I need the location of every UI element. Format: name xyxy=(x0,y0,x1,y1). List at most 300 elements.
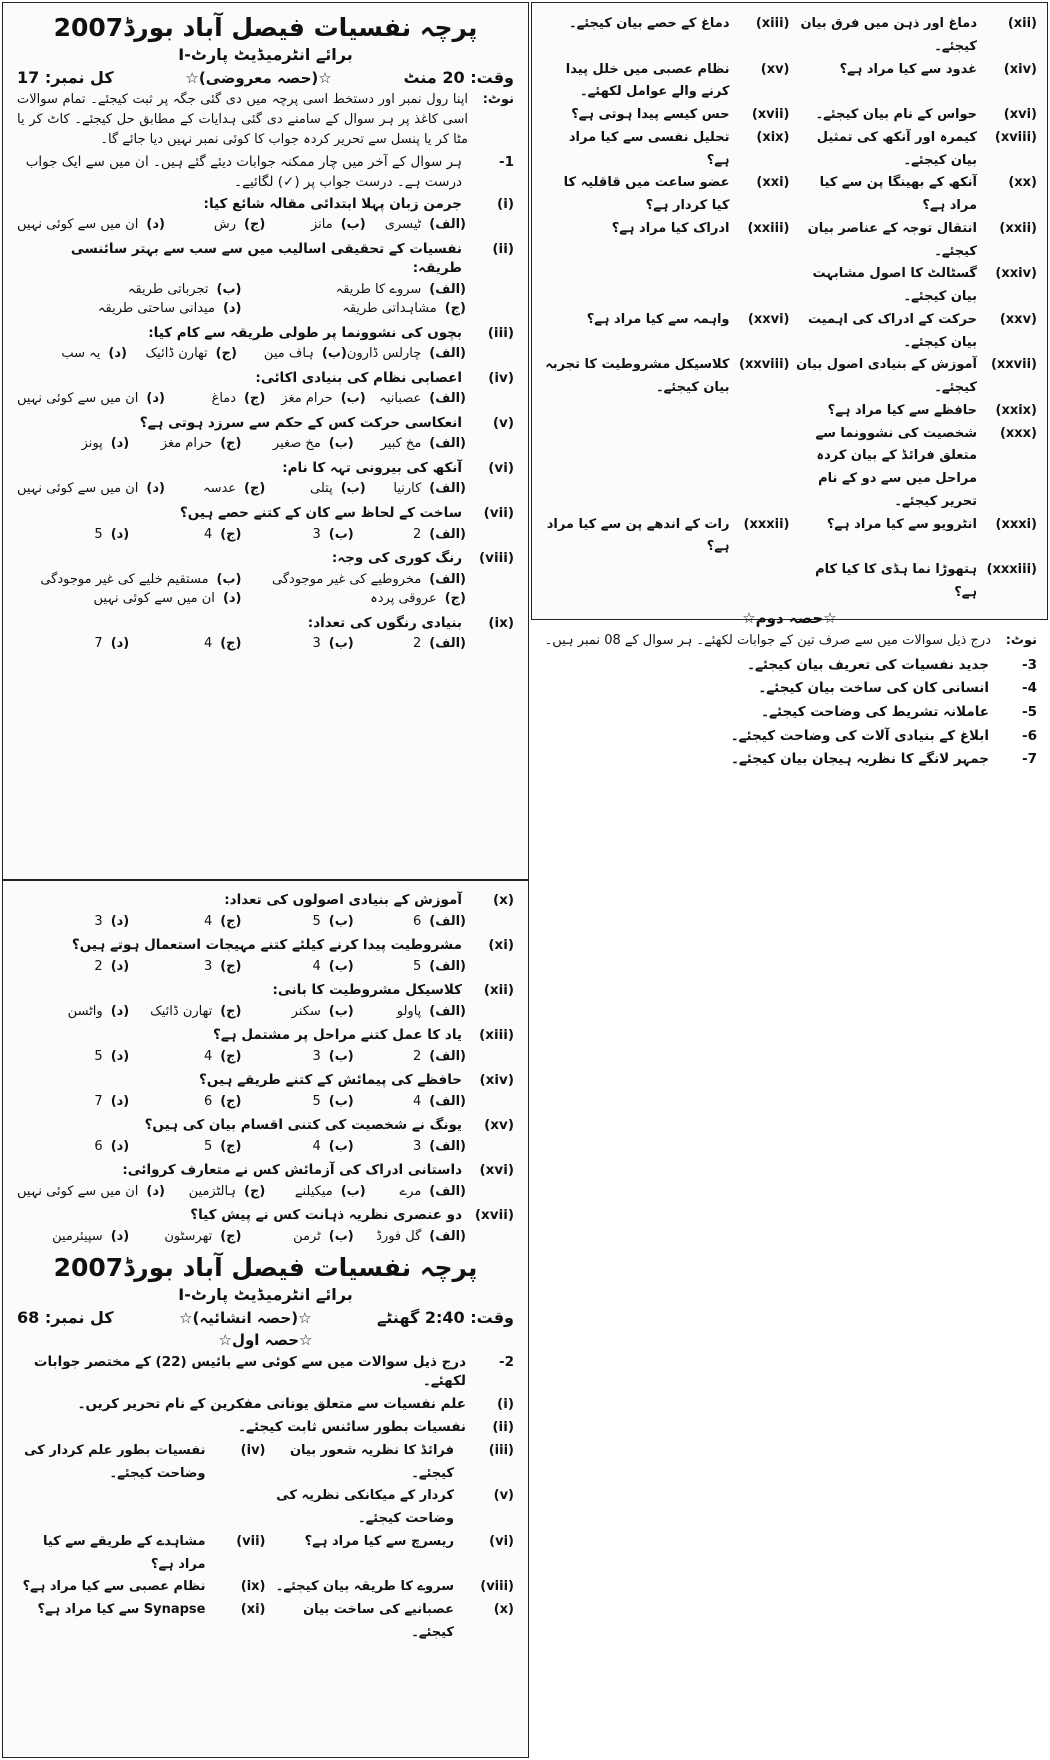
short-question xyxy=(790,218,1038,264)
total-marks: کل نمبر: 68 xyxy=(17,1307,114,1327)
question-number: (vii) xyxy=(236,1533,266,1549)
short-question xyxy=(17,1416,514,1440)
option-text: 4 xyxy=(413,1093,422,1109)
question-text: اعصابی نظام کی بنیادی اکائی: xyxy=(255,369,462,386)
option-letter: (الف) xyxy=(429,436,466,452)
option-letter: (الف) xyxy=(429,526,466,542)
mcq-option xyxy=(242,434,354,454)
question-text: نظام عصبی سے کیا مراد ہے؟ xyxy=(22,1579,206,1595)
short-question-row xyxy=(17,1576,514,1599)
mcq-option xyxy=(242,570,467,590)
mcq-option xyxy=(242,525,354,545)
mcq-question xyxy=(17,1161,514,1181)
short-question xyxy=(790,354,1038,400)
question-number: (xii) xyxy=(1007,16,1037,31)
question-number: (ii) xyxy=(492,240,514,257)
short-question xyxy=(542,218,790,264)
option-letter: (الف) xyxy=(429,1138,466,1154)
question-text: عاملانہ تشریط کی وضاحت کیجئے۔ xyxy=(761,703,989,720)
option-letter: (د) xyxy=(146,481,165,497)
option-text: چارلس ڈارون xyxy=(346,346,422,362)
question-number: (xvi) xyxy=(479,1162,514,1179)
question-text: حس کیسے پیدا ہوتی ہے؟ xyxy=(571,107,730,122)
question-number: (v) xyxy=(492,414,514,431)
short-question xyxy=(542,400,790,423)
question-text: بنیادی رنگوں کی تعداد: xyxy=(307,614,462,631)
mcq-option xyxy=(354,1137,466,1157)
question-text: بچوں کی نشوونما پر طولی طریقہ سے کام کیا: xyxy=(148,324,462,341)
part-two-note xyxy=(542,631,1037,651)
option-text: 3 xyxy=(312,526,321,542)
question-text: عصبانیے کی ساخت بیان کیجئے۔ xyxy=(303,1602,454,1640)
option-text: ان میں سے کوئی نہیں xyxy=(17,391,139,407)
option-letter: (ج) xyxy=(220,1048,242,1064)
option-letter: (د) xyxy=(110,1093,130,1109)
question-text: آموزش کے بنیادی اصولوں کی تعداد: xyxy=(224,892,462,908)
option-text: یہ سب xyxy=(61,346,101,362)
option-letter: (الف) xyxy=(429,281,466,297)
mcq-option xyxy=(129,525,241,545)
note-label: نوٹ: xyxy=(482,92,514,107)
mcq-options xyxy=(17,1182,466,1202)
question-text: انعکاسی حرکت کس کے حکم سے سرزد ہوتی ہے؟ xyxy=(139,414,462,431)
question-text: واہمہ سے کیا مراد ہے؟ xyxy=(586,311,730,327)
question-number: (i) xyxy=(497,1395,514,1412)
option-letter: (د) xyxy=(110,1003,130,1019)
question-number: -7 xyxy=(1022,751,1037,768)
mcq-options xyxy=(17,1227,466,1247)
short-question-row xyxy=(542,400,1037,423)
option-letter: (ب) xyxy=(328,1138,354,1154)
question-text: شخصیت کی نشوونما سے متعلق فرائڈ کے بیان کردہ مراحل میں سے دو کے نام تحریر کیجئے۔ xyxy=(815,425,977,509)
option-text: ہاف مین xyxy=(263,346,314,362)
time-label: وقت: 20 منٹ xyxy=(403,68,514,87)
question-number: -1 xyxy=(499,154,514,171)
short-question xyxy=(17,1599,266,1645)
question-number: (xxvii) xyxy=(990,357,1037,373)
option-text: سکنر xyxy=(291,1003,321,1019)
short-question xyxy=(790,400,1038,423)
option-text: عصبانیہ xyxy=(379,391,422,407)
question-text: تحلیل نفسی سے کیا مراد ہے؟ xyxy=(568,129,730,168)
mcq-option xyxy=(354,1047,466,1067)
question-number xyxy=(738,559,790,605)
option-text: 5 xyxy=(203,1138,213,1154)
option-letter: (الف) xyxy=(429,391,466,407)
option-text: گل فورڈ xyxy=(376,1229,422,1244)
option-text: ٹیسری xyxy=(384,217,422,233)
option-letter: (د) xyxy=(146,1183,165,1199)
question-text: دماغ اور ذہن میں فرق بیان کیجئے۔ xyxy=(800,16,977,54)
option-letter: (الف) xyxy=(429,1003,466,1019)
option-text: رش xyxy=(213,217,237,233)
short-question xyxy=(542,59,790,105)
option-text: 4 xyxy=(203,913,213,929)
mcq-options xyxy=(17,525,466,545)
option-text: 3 xyxy=(312,1048,321,1064)
mcq-option xyxy=(354,525,466,545)
mcq-option xyxy=(265,479,365,499)
option-text: ہالٹزمین xyxy=(188,1183,237,1199)
option-text: میدانی ساحتی طریقہ xyxy=(97,301,215,317)
short-question-list xyxy=(542,13,1037,605)
mcq-option xyxy=(165,479,265,499)
mcq-option xyxy=(17,215,165,235)
short-question-row xyxy=(542,263,1037,309)
option-letter: (د) xyxy=(146,217,165,233)
long-question xyxy=(542,701,1037,725)
mcq-option xyxy=(265,1182,365,1202)
option-letter: (الف) xyxy=(429,1093,466,1109)
question-number xyxy=(738,263,790,309)
short-question-row xyxy=(542,309,1037,355)
question-text: درج ذیل سوالات میں سے کوئی سے بائیس (22) کے مختصر جوابات لکھئے۔ xyxy=(33,1353,466,1390)
question-number xyxy=(214,1485,266,1531)
question-text: ہر سوال کے آخر میں چار ممکنہ جوابات دیئے گئے ہیں۔ ان میں سے ایک جواب درست ہے۔ درست جواب پر (✓) لگائیے۔ xyxy=(25,154,462,190)
mcq-option xyxy=(129,1092,241,1112)
option-text: 6 xyxy=(94,1138,103,1154)
question-number: (ii) xyxy=(492,1419,514,1436)
mcq-option xyxy=(17,1227,129,1247)
question-text: گسٹالٹ کا اصول مشابہت بیان کیجئے۔ xyxy=(812,266,977,304)
option-text: میکیلنے xyxy=(294,1183,333,1199)
option-letter: (ج) xyxy=(220,436,242,452)
paper-meta-row xyxy=(17,1308,514,1327)
option-text: 2 xyxy=(413,636,422,652)
option-text: 5 xyxy=(312,913,321,929)
mcq-option xyxy=(242,280,467,300)
short-question xyxy=(790,13,1038,59)
short-question xyxy=(17,1531,266,1577)
mcq-option xyxy=(354,957,466,977)
short-question xyxy=(542,263,790,309)
mcq-option xyxy=(265,389,365,409)
short-question xyxy=(17,1440,266,1486)
mcq-options xyxy=(17,280,466,319)
option-letter: (ج) xyxy=(220,1229,242,1244)
question-text: انسانی کان کی ساخت بیان کیجئے۔ xyxy=(758,680,989,697)
question-number: -5 xyxy=(1022,703,1037,720)
mcq-option xyxy=(129,912,241,932)
mcq-option xyxy=(129,1137,241,1157)
option-text: تھرسٹون xyxy=(164,1229,213,1244)
mcq-option xyxy=(17,389,165,409)
question-number: (xxviii) xyxy=(739,357,790,373)
mcq-option xyxy=(17,957,129,977)
mcq-option xyxy=(354,1227,466,1247)
question-text: دماغ کے حصے بیان کیجئے۔ xyxy=(568,16,730,31)
option-text: پاولو xyxy=(396,1003,422,1019)
option-letter: (الف) xyxy=(429,636,466,652)
mcq-question xyxy=(17,414,514,434)
option-text: 2 xyxy=(94,958,103,974)
question-number: (viii) xyxy=(480,1579,514,1595)
paper-title: پرچہ نفسیات فیصل آباد بورڈ2007 xyxy=(53,1252,478,1282)
option-text: مخ کبیر xyxy=(380,436,422,452)
mcq-options xyxy=(17,1002,466,1022)
mcq-question xyxy=(17,1071,514,1091)
short-question xyxy=(266,1485,515,1531)
mcq-option xyxy=(129,634,241,654)
long-question xyxy=(542,725,1037,749)
question-number: (xxxii) xyxy=(743,516,790,532)
question-text: ریسرچ سے کیا مراد ہے؟ xyxy=(304,1533,454,1549)
option-letter: (ب) xyxy=(328,913,354,929)
option-text: 7 xyxy=(94,1093,103,1109)
short-question xyxy=(790,127,1038,173)
mcq-option xyxy=(242,1092,354,1112)
question-text: ہتھوڑا نما ہڈی کا کیا کام ہے؟ xyxy=(815,562,977,600)
short-question xyxy=(790,104,1038,127)
mcq-option xyxy=(366,215,466,235)
option-text: عروقی پردہ xyxy=(370,591,437,607)
mcq-options xyxy=(17,570,466,609)
mcq-option xyxy=(17,280,242,300)
mcq-option xyxy=(17,479,165,499)
option-text: 3 xyxy=(312,636,321,652)
short-question-row xyxy=(17,1485,514,1531)
short-question xyxy=(542,127,790,173)
question-number: (i) xyxy=(497,195,514,212)
option-letter: (د) xyxy=(110,1048,130,1064)
option-text: حرام مغز xyxy=(281,391,333,407)
short-question xyxy=(266,1599,515,1645)
mcq-options xyxy=(17,344,466,364)
option-text: ان میں سے کوئی نہیں xyxy=(17,1183,139,1199)
note-text: درج ذیل سوالات میں سے صرف تین کے جوابات لکھئے۔ ہر سوال کے 08 نمبر ہیں۔ xyxy=(544,632,991,648)
objective-paper-panel xyxy=(2,2,529,880)
section-label: ☆(حصہ انشائیہ)☆ xyxy=(179,1308,312,1327)
question-number: (vii) xyxy=(483,504,514,521)
option-letter: (ب) xyxy=(328,436,354,452)
option-letter: (الف) xyxy=(429,913,466,929)
mcq-question xyxy=(17,549,514,569)
short-question xyxy=(542,423,790,514)
question-text: رنگ کوری کی وجہ: xyxy=(331,550,462,567)
option-letter: (ج) xyxy=(220,636,242,652)
option-letter: (ج) xyxy=(244,1183,266,1199)
question-text: حرکت کے ادراک کی اہمیت بیان کیجئے۔ xyxy=(807,311,977,350)
option-letter: (د) xyxy=(110,526,130,542)
short-question-row xyxy=(542,218,1037,264)
short-question-row xyxy=(542,354,1037,400)
mcq-option xyxy=(17,1002,129,1022)
mcq-option xyxy=(17,1047,129,1067)
question-number: (xi) xyxy=(240,1602,266,1618)
question-number: (xiv) xyxy=(1003,61,1037,77)
question-text: نفسیات بطور علم کردار کی وضاحت کیجئے۔ xyxy=(24,1442,206,1481)
short-question xyxy=(266,1576,515,1599)
question-number: (vi) xyxy=(488,459,514,476)
question-text: انتقال توجہ کے عناصر بیان کیجئے۔ xyxy=(807,220,977,259)
question-number: (viii) xyxy=(478,550,514,567)
mcq-option xyxy=(17,570,242,590)
mcq-options xyxy=(17,389,466,409)
mcq-question xyxy=(17,936,514,956)
option-text: مانز xyxy=(310,217,333,233)
short-question-row xyxy=(542,172,1037,218)
short-question xyxy=(790,172,1038,218)
question-number: (iii) xyxy=(487,324,514,341)
long-question xyxy=(542,654,1037,678)
mcq-question xyxy=(17,614,514,634)
option-letter: (ب) xyxy=(340,217,366,233)
option-letter: (ب) xyxy=(340,391,366,407)
question-number: (xv) xyxy=(484,1117,514,1134)
mcq-option xyxy=(354,912,466,932)
mcq-option xyxy=(242,1002,354,1022)
option-letter: (الف) xyxy=(429,571,466,587)
option-letter: (د) xyxy=(146,391,165,407)
mcq-option xyxy=(354,1002,466,1022)
option-letter: (ج) xyxy=(244,217,266,233)
option-letter: (ج) xyxy=(244,481,266,497)
total-marks: کل نمبر: 17 xyxy=(17,68,114,87)
option-text: 4 xyxy=(312,1138,321,1154)
option-letter: (د) xyxy=(110,958,130,974)
question-number: (xxx) xyxy=(999,425,1037,441)
short-question xyxy=(542,172,790,218)
mcq-option xyxy=(17,1182,165,1202)
mcq-option xyxy=(129,957,241,977)
question-number: (ix) xyxy=(488,614,514,631)
question-text: حافظے سے کیا مراد ہے؟ xyxy=(827,402,977,418)
option-letter: (د) xyxy=(222,301,242,317)
question-number: (xxix) xyxy=(995,402,1037,418)
question-number: -2 xyxy=(499,1353,514,1370)
option-letter: (ب) xyxy=(328,1093,354,1109)
option-text: 3 xyxy=(203,958,213,974)
paper-meta-row xyxy=(17,68,514,87)
short-question xyxy=(542,354,790,400)
option-letter: (ج) xyxy=(220,1093,242,1109)
option-text: 6 xyxy=(203,1093,213,1109)
short-question xyxy=(790,423,1038,514)
question-text: ساخت کے لحاظ سے کان کے کتنے حصے ہیں؟ xyxy=(179,504,462,521)
question-number: (v) xyxy=(493,1488,514,1504)
question-number: (x) xyxy=(493,1602,514,1618)
mcq-options xyxy=(17,1092,466,1112)
mcq-question xyxy=(17,1026,514,1046)
option-text: حرام مغز xyxy=(160,436,213,452)
short-question xyxy=(790,514,1038,560)
mcq-option xyxy=(366,479,466,499)
question-number: (xxv) xyxy=(999,311,1037,327)
option-letter: (د) xyxy=(108,346,127,362)
short-question xyxy=(542,309,790,355)
mcq-options xyxy=(17,912,466,932)
question-number: (iv) xyxy=(488,369,514,386)
mcq-question xyxy=(17,1206,514,1226)
question-text: غدود سے کیا مراد ہے؟ xyxy=(839,61,977,77)
mcq-options xyxy=(17,215,466,235)
option-letter: (الف) xyxy=(429,346,466,362)
question-number xyxy=(738,423,790,514)
paper-subtitle: برائے انٹرمیڈیٹ پارٹ-I xyxy=(178,45,353,64)
option-letter: (الف) xyxy=(429,1183,466,1199)
question-number: -4 xyxy=(1022,680,1037,697)
question-text: علم نفسیات سے متعلق یونانی مفکرین کے نام تحریر کریں۔ xyxy=(77,1395,466,1412)
option-letter: (ج) xyxy=(220,913,242,929)
paper-title: پرچہ نفسیات فیصل آباد بورڈ2007 xyxy=(53,13,478,42)
short-question-row xyxy=(17,1531,514,1577)
mcq-option xyxy=(366,389,466,409)
question-number: (xviii) xyxy=(994,129,1037,145)
option-text: مستقیم خلیے کی غیر موجودگی xyxy=(40,571,209,587)
option-letter: (ب) xyxy=(328,1048,354,1064)
mcq-options xyxy=(17,479,466,499)
mcq-question xyxy=(17,324,514,344)
option-text: ان میں سے کوئی نہیں xyxy=(17,481,139,497)
option-text: 5 xyxy=(94,1048,103,1064)
short-question xyxy=(790,263,1038,309)
option-text: ان میں سے کوئی نہیں xyxy=(93,591,215,607)
question-text: حواس کے نام بیان کیجئے۔ xyxy=(815,107,977,122)
option-text: کارنیا xyxy=(393,481,422,497)
instructions-note xyxy=(17,90,514,150)
mcq-question xyxy=(17,504,514,524)
option-letter: (ب) xyxy=(216,571,242,587)
option-letter: (ب) xyxy=(216,281,242,297)
question-text: کلاسیکل مشروطیت کا تجربہ بیان کیجئے۔ xyxy=(545,357,730,395)
long-question xyxy=(542,748,1037,772)
mcq-option xyxy=(129,434,241,454)
option-text: 3 xyxy=(94,913,103,929)
question-text: آموزش کے بنیادی اصول بیان کیجئے۔ xyxy=(796,357,977,395)
question-number: (xxvi) xyxy=(747,311,790,327)
question-number: (iv) xyxy=(240,1442,266,1458)
part-two-heading: ☆حصہ دوم☆ xyxy=(742,608,837,627)
option-text: ان میں سے کوئی نہیں xyxy=(17,217,139,233)
option-letter: (ب) xyxy=(328,1003,354,1019)
question-text: دو عنصری نظریہ ذہانت کس نے پیش کیا؟ xyxy=(190,1207,462,1224)
question-text: فرائڈ کا نظریہ شعور بیان کیجئے۔ xyxy=(289,1442,454,1481)
note-label: نوٹ: xyxy=(1005,632,1037,648)
mcq-option xyxy=(17,912,129,932)
mcq-option xyxy=(354,434,466,454)
option-letter: (ج) xyxy=(220,1138,242,1154)
option-letter: (الف) xyxy=(429,958,466,974)
question-text: نفسیات کے تحقیقی اسالیب میں سے سب سے بہتر سائنسی طریقہ: xyxy=(70,240,462,277)
option-letter: (الف) xyxy=(429,481,466,497)
mcq-option xyxy=(242,1047,354,1067)
question-text: عضو ساعت میں قاقلیہ کا کیا کردار ہے؟ xyxy=(563,175,730,213)
option-text: واٹسن xyxy=(67,1003,103,1019)
question-number: (xvii) xyxy=(474,1207,514,1224)
section-label: ☆(حصہ معروضی)☆ xyxy=(185,69,332,87)
question-text: جمہر لانگے کا نظریہ ہیجان بیان کیجئے۔ xyxy=(730,751,989,768)
question-number: (xxxi) xyxy=(995,516,1037,532)
question-number: (xvi) xyxy=(1003,107,1037,122)
option-text: مشاہداتی طریقہ xyxy=(342,301,437,317)
option-text: 6 xyxy=(413,913,422,929)
question-number: (xxi) xyxy=(756,175,790,191)
question-number: (xii) xyxy=(483,982,514,999)
question-number: (vi) xyxy=(489,1533,514,1549)
mcq-option xyxy=(242,634,354,654)
option-text: پتلی xyxy=(310,481,333,497)
option-text: تھارن ڈائیک xyxy=(150,1003,213,1019)
question-number: (xxiv) xyxy=(995,266,1037,282)
question-number: (ix) xyxy=(240,1579,266,1595)
option-text: 7 xyxy=(94,636,103,652)
option-letter: (ب) xyxy=(328,1229,354,1244)
mcq-option xyxy=(165,389,265,409)
short-question xyxy=(17,1393,514,1417)
question-text: کلاسیکل مشروطیت کا بانی: xyxy=(272,982,462,999)
option-letter: (ج) xyxy=(220,526,242,542)
option-letter: (د) xyxy=(110,1138,130,1154)
